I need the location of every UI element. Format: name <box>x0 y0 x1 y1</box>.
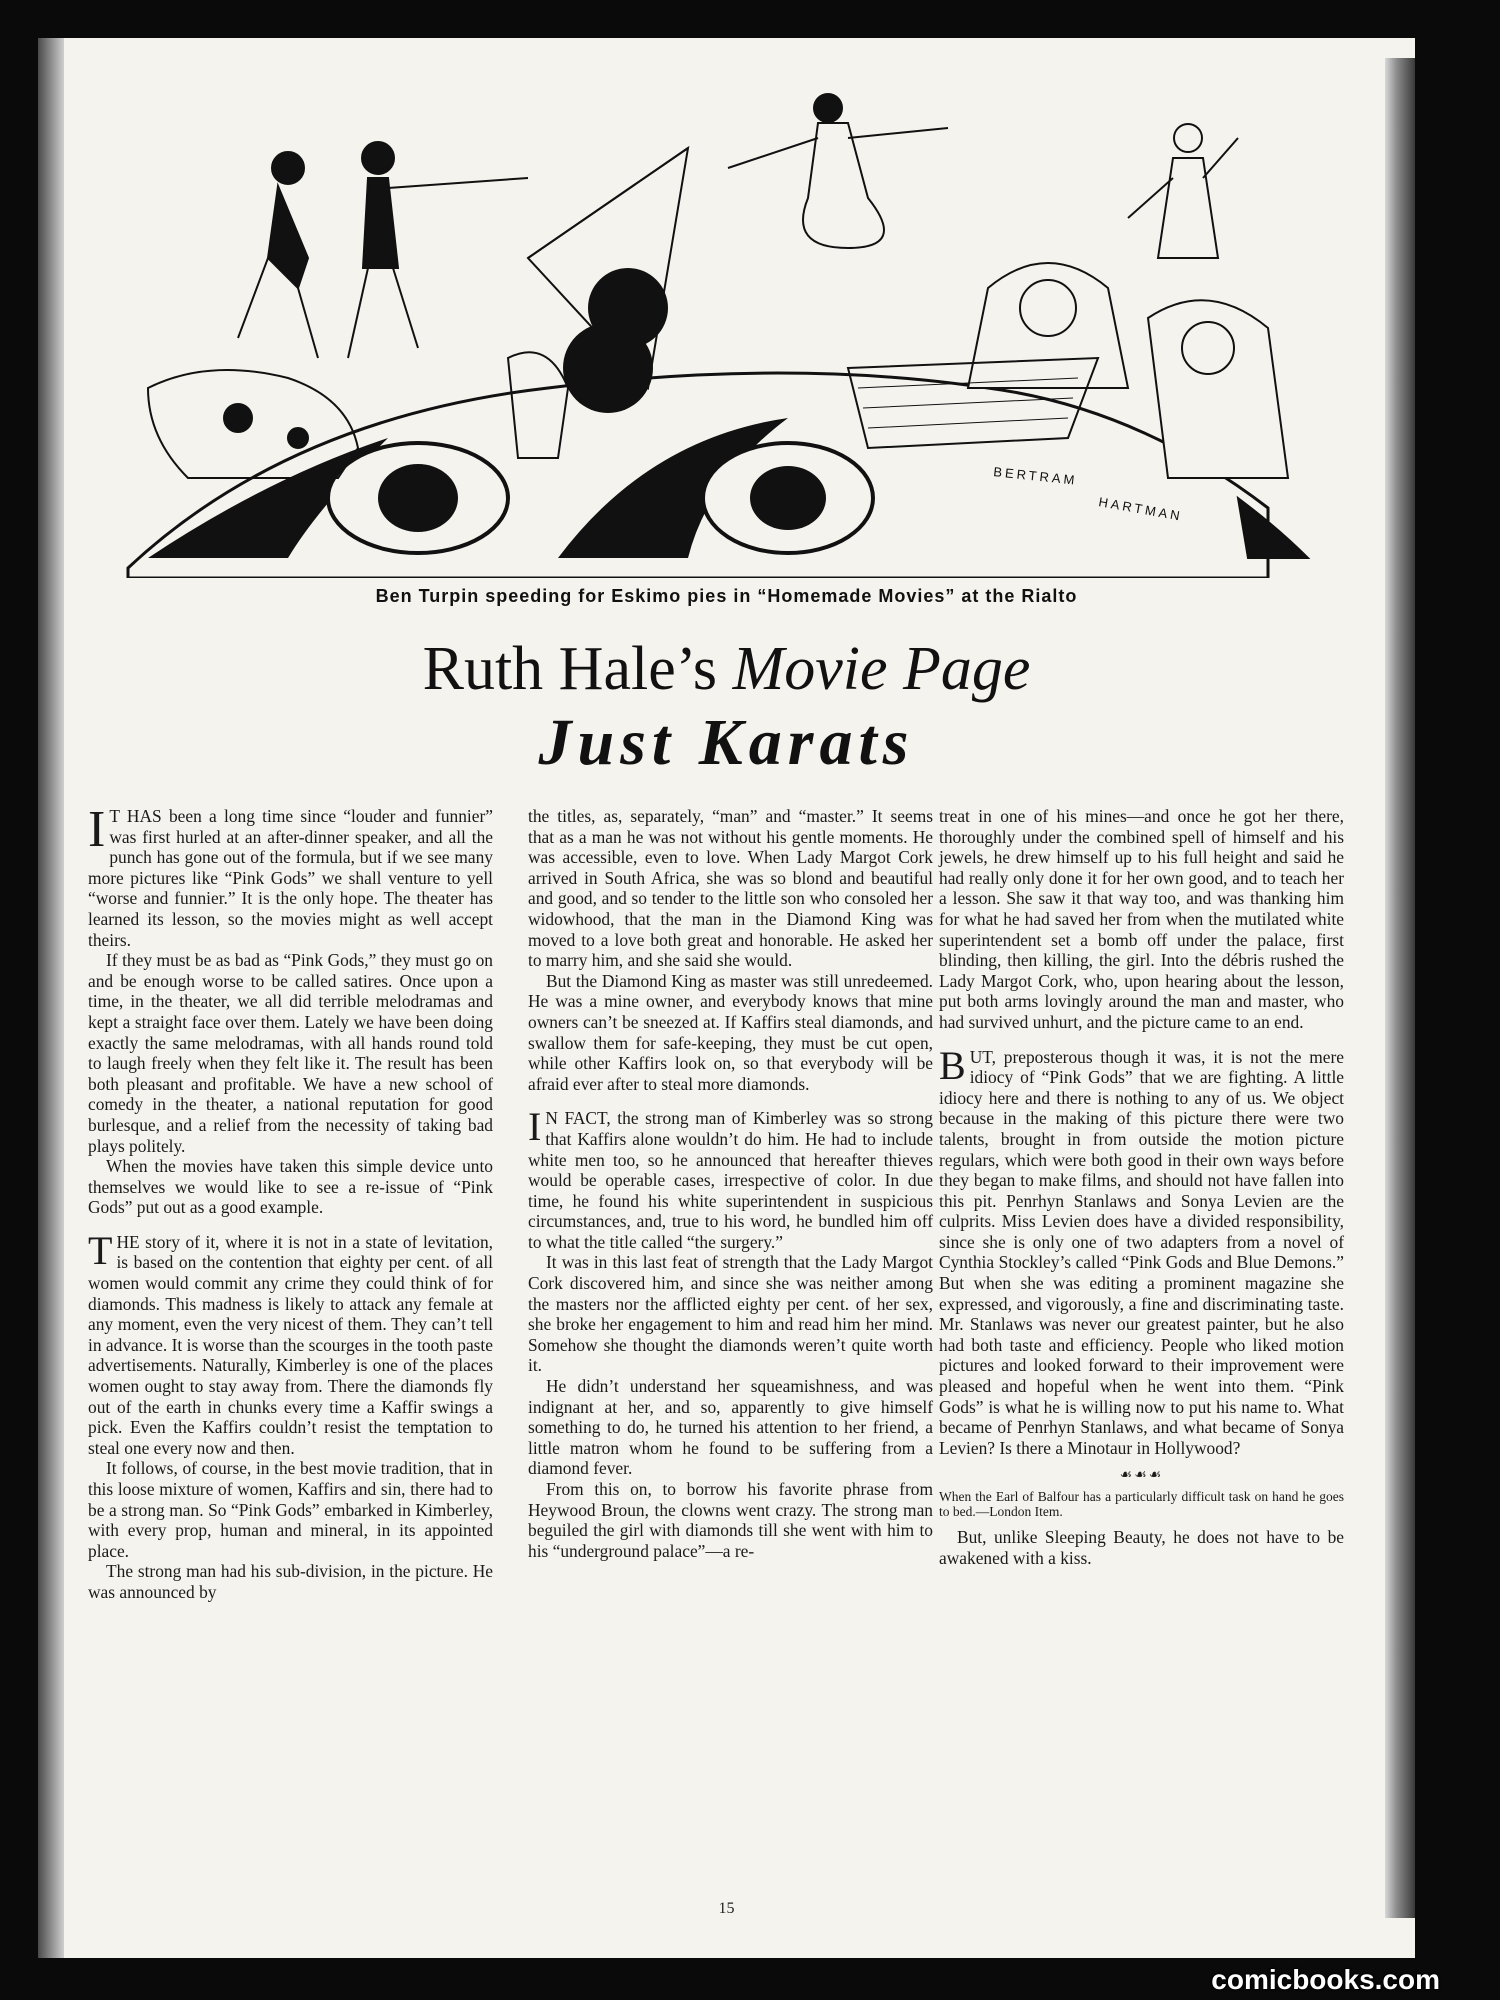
drop-cap: I <box>88 801 106 858</box>
filler-quote: When the Earl of Balfour has a particularly difficult task on hand he goes to bed.—London Item. <box>939 1489 1344 1519</box>
magazine-page <box>38 38 1415 1958</box>
artist-signature-first: BERTRAM <box>992 464 1079 488</box>
article-column-2 <box>528 806 933 1561</box>
paragraph <box>88 801 493 950</box>
paragraph-text: been a long time since “louder and funnier” was first hurled at an after-dinner speaker, and all the punch has gone out of the formula, but if we see many more pictures like “Pink Gods” we shall venture to yell “worse and funnier.” It is the only hope. The theater has learned its lesson, so the movies might as well accept theirs. <box>88 806 493 950</box>
title-italic: Movie Page <box>732 635 1031 703</box>
paragraph-text: preposterous though it was, it is not the mere idiocy of “Pink Gods” that we are fighting. A little idiocy here and there is nothing to any of us. We object because in the making of this picture there were two talents, brought in from outside the motion picture regulars, which were both good in their own ways before they began to make films, and should not have fallen into this pit. Penrhyn Stanlaws and Sonya Levien are the culprits. Miss Levien does have a divided responsibility, since she is only one of two adapters from a novel of Cynthia Stockley’s called “Pink Gods and Blue Demons.” But when she was editing a prominent magazine she expressed, and vigorously, a fine and discriminating taste. Mr. Stanlaws was never our greatest painter, but he also had both taste and efficiency. People who liked motion pictures and looked forward to their improvement were pleased and hopeful when he went into them. “Pink Gods” is what he is willing now to put his name to. What became of Penrhyn Stanlaws, and what became of Sonya Levien? Is there a Minotaur in Hollywood? <box>939 1046 1344 1458</box>
paragraph: He didn’t understand her squeamishness, and was indignant at her, and so, apparently to give himself something to do, he turned his attention to her friend, a little matron whom he found to be suffering from a diamond fever. <box>528 1376 933 1479</box>
drop-cap: B <box>939 1042 966 1088</box>
page-number: 15 <box>718 1900 735 1917</box>
paragraph-text: the strong man of Kimberley was so strong that Kaffirs alone wouldn’t do him. He had to include white men too, so he announced that hereafter thieves would be operable cases, irrespective of color. In due time, he found his white superintendent in suspicious circumstances, and, true to his word, he bundled him off to what the title called “the surgery.” <box>528 1108 933 1252</box>
artist-signature-last: HARTMAN <box>1097 494 1184 524</box>
paragraph: The strong man had his sub-division, in the picture. He was announced by <box>88 1561 493 1602</box>
paragraph: the titles, as, separately, “man” and “master.” It seems that as a man he was not without his gentle moments. He was accessible, even to love. When Lady Margot Cork arrived in South Africa, she was so blond and beautiful and good, and so tender to the little son who consoled her widowhood, that the man in the Diamond King was moved to a love both great and honorable. He asked her to marry him, and she said she would. <box>528 806 933 971</box>
title-prefix: Ruth Hale’s <box>422 635 733 703</box>
lead-in: UT, <box>969 1046 996 1067</box>
lead-in: T HAS <box>109 806 162 826</box>
paragraph: But, unlike Sleeping Beauty, he does not have to be awakened with a kiss. <box>939 1527 1344 1568</box>
drop-cap: T <box>88 1227 113 1273</box>
article-column-3 <box>939 806 1344 1568</box>
illustration-caption: Ben Turpin speeding for Eskimo pies in “Homemade Movies” at the Rialto <box>375 586 1078 606</box>
paragraph <box>88 1227 493 1459</box>
site-watermark: comicbooks.com <box>1211 1964 1440 1995</box>
paragraph: It was in this last feat of strength that the Lady Margot Cork discovered him, and since she was neither among the masters nor the afflicted eighty per cent. of her sex, she broke her engagement to him and read him her mind. Somehow she thought the diamonds weren’t quite worth it. <box>528 1252 933 1376</box>
drop-cap: I <box>528 1104 542 1150</box>
paragraph: But the Diamond King as master was still unredeemed. He was a mine owner, and everybody knows that mine owners can’t be sneezed at. If Kaffirs steal diamonds, and swallow them for safe-keeping, they must be cut open, while other Kaffirs look on, so that everybody will be afraid ever after to steal more diamonds. <box>528 970 933 1094</box>
paragraph: If they must be as bad as “Pink Gods,” they must go on and be enough worse to be called satires. Once upon a time, in the theater, we all did terrible melodramas and kept a straight face over them. Lately we have been doing exactly the same melodramas, with all hands round told to laugh freely when they felt like it. The result has been both pleasant and profitable. We have a new school of comedy in the theater, a national reputation for good burlesque, and a relief from the necessity of taking bad plays politely. <box>88 950 493 1156</box>
article-column-1 <box>88 801 493 1603</box>
paragraph: From this on, to borrow his favorite phrase from Heywood Broun, the clowns went crazy. The strong man beguiled the girl with diamonds till she went with him to his “underground palace”—a re- <box>528 1479 933 1561</box>
paragraph <box>528 1104 933 1252</box>
lead-in: N FACT, <box>545 1108 611 1129</box>
binding-gutter <box>38 38 64 1958</box>
paragraph: It follows, of course, in the best movie tradition, that in this loose mixture of women, Kaffirs and sin, there had to be a strong man. So “Pink Gods” embarked in Kimberley, with every prop, human and mineral, in its appointed place. <box>88 1458 493 1561</box>
paragraph: treat in one of his mines—and once he got her there, thoroughly under the combined spell of himself and his jewels, he drew himself up to his full height and said he had really only done it for her own good, and to teach her a lesson. She saw it that way too, and was thanking him for what he had saved her from when the mutilated white superintendent set a bomb off under the palace, first blinding, then killing, the girl. Into the débris rushed the Lady Margot Cork, who, upon hearing about the lesson, put both arms lovingly around the man and master, who had survived unhurt, and the picture came to an end. <box>939 806 1344 1032</box>
paragraph: When the movies have taken this simple device unto themselves we would like to see a re-issue of “Pink Gods” put out as a good example. <box>88 1156 493 1218</box>
paragraph-text: story of it, where it is not in a state of levitation, is based on the contention that eighty per cent. of all women would commit any crime they could think of for diamonds. This madness is likely to attack any female at any moment, even the very nicest of them. They can’t tell in advance. It is worse than the scourges in the tooth paste advertisements. Naturally, Kimberley is one of the places women ought to stay away from. There the diamonds fly out of the earth in chunks every time a Kaffir swings a pick. Even the Kaffirs couldn’t resist the temptation to steal one every now and then. <box>88 1231 493 1458</box>
header-illustration <box>88 58 1338 578</box>
page-subtitle: Just Karats <box>538 706 915 779</box>
page-edge <box>1385 58 1415 1918</box>
page-title <box>38 635 1415 703</box>
lead-in: HE <box>116 1231 140 1252</box>
paragraph <box>939 1042 1344 1459</box>
ornament-divider: ☙☙☙ <box>1119 1468 1164 1484</box>
